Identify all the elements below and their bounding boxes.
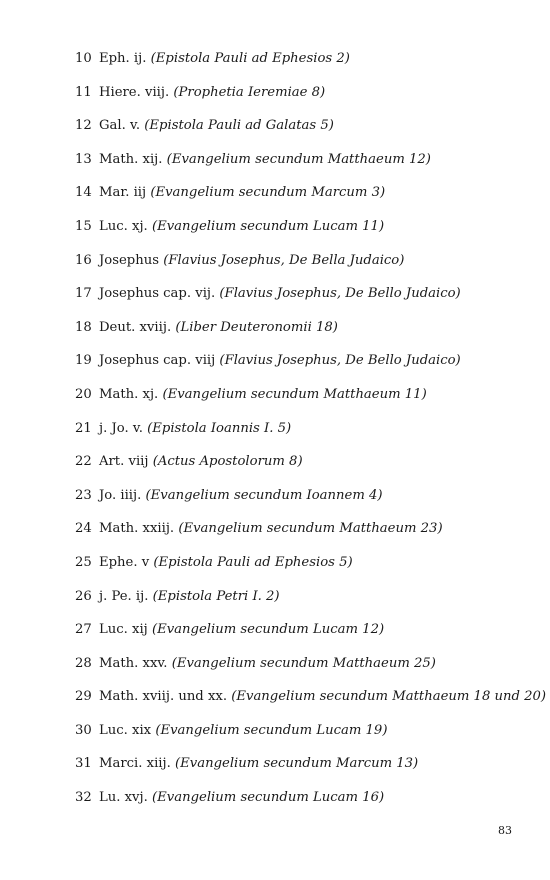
entry-number: 22	[75, 454, 92, 470]
entry-number: 13	[75, 151, 92, 167]
entry-number: 24	[75, 521, 92, 537]
footnote-entry	[75, 553, 535, 587]
footnote-entry	[75, 788, 535, 822]
entry-number: 18	[75, 319, 92, 335]
footnote-entry	[75, 587, 535, 621]
entry-reference: Marci. xiij.	[98, 756, 171, 772]
entry-gloss: (Evangelium secundum Matthaeum 25)	[171, 655, 436, 671]
entry-number: 21	[75, 420, 92, 436]
page-number: 83	[498, 824, 512, 837]
entry-gloss: (Epistola Pauli ad Ephesios 5)	[153, 554, 353, 570]
entry-gloss: (Evangelium secundum Ioannem 4)	[145, 487, 383, 503]
footnote-entry	[75, 183, 535, 217]
footnote-entry	[75, 217, 535, 251]
entry-gloss: (Evangelium secundum Lucam 11)	[151, 218, 385, 234]
entry-gloss: (Evangelium secundum Matthaeum 18 und 20)	[231, 689, 547, 705]
entry-reference: Ephe. v	[98, 554, 150, 570]
footnote-entry	[75, 150, 535, 184]
entry-reference: Luc. xix	[98, 722, 152, 738]
entry-gloss: (Epistola Pauli ad Ephesios 2)	[150, 51, 350, 66]
entry-gloss: (Evangelium secundum Marcum 3)	[150, 185, 386, 201]
entry-number: 16	[75, 252, 92, 268]
footnote-entry	[75, 419, 535, 453]
entry-reference: Jo. iiij.	[98, 487, 142, 503]
footnote-entry	[75, 721, 535, 755]
entry-number: 10	[75, 51, 92, 66]
footnote-entry	[75, 519, 535, 553]
entry-number: 26	[75, 588, 92, 604]
footnote-entry	[75, 251, 535, 285]
entry-number: 27	[75, 622, 92, 638]
entry-reference: Eph. ij.	[98, 51, 147, 66]
footnote-entry	[75, 318, 535, 352]
entry-gloss: (Evangelium secundum Lucam 16)	[152, 790, 385, 806]
entry-reference: Deut. xviij.	[98, 319, 172, 335]
entry-number: 28	[75, 655, 92, 671]
entry-number: 15	[75, 218, 92, 234]
entry-gloss: (Flavius Josephus, De Bello Judaico)	[219, 286, 461, 302]
entry-number: 25	[75, 554, 92, 570]
entry-reference: Lu. xvj.	[98, 790, 148, 806]
entry-gloss: (Actus Apostolorum 8)	[152, 454, 303, 470]
footnote-entry	[75, 452, 535, 486]
entry-number: 23	[75, 487, 92, 503]
entry-reference: Mar. iij	[98, 185, 147, 201]
entry-reference: Art. viij	[98, 454, 149, 470]
footnote-entry	[75, 654, 535, 688]
entry-number: 19	[75, 353, 92, 369]
entry-reference: j. Pe. ij.	[98, 588, 149, 604]
entry-gloss: (Epistola Pauli ad Galatas 5)	[144, 118, 334, 134]
entry-gloss: (Prophetia Ieremiae 8)	[173, 84, 326, 100]
entry-gloss: (Evangelium secundum Marcum 13)	[175, 756, 419, 772]
entry-reference: Josephus cap. vij.	[98, 286, 216, 302]
entry-number: 29	[75, 689, 92, 705]
entry-number: 17	[75, 286, 92, 302]
footnote-entry	[75, 116, 535, 150]
entry-gloss: (Epistola Petri I. 2)	[152, 588, 280, 604]
entry-number: 32	[75, 790, 92, 806]
entry-number: 11	[75, 84, 92, 100]
entry-gloss: (Liber Deuteronomii 18)	[175, 319, 338, 335]
entry-gloss: (Evangelium secundum Lucam 12)	[151, 622, 385, 638]
entry-reference: Josephus cap. viij	[98, 353, 216, 369]
footnote-entry	[75, 284, 535, 318]
entry-reference: Josephus	[98, 252, 159, 268]
entry-gloss: (Evangelium secundum Matthaeum 11)	[162, 386, 427, 402]
entry-number: 31	[75, 756, 92, 772]
entry-gloss: (Flavius Josephus, De Bella Judaico)	[163, 252, 405, 268]
footnote-entry	[75, 385, 535, 419]
entry-reference: Math. xij.	[98, 151, 163, 167]
entry-gloss: (Flavius Josephus, De Bello Judaico)	[219, 353, 461, 369]
entry-reference: Math. xviij. und xx.	[98, 689, 228, 705]
entry-number: 14	[75, 185, 92, 201]
footnote-list	[75, 49, 547, 822]
entry-reference: Hiere. viij.	[98, 84, 170, 100]
entry-reference: Math. xj.	[98, 386, 159, 402]
entry-reference: Gal. v.	[98, 118, 141, 134]
footnote-entry	[75, 83, 535, 117]
footnote-entry	[75, 486, 535, 520]
entry-number: 30	[75, 722, 92, 738]
footnote-entry	[75, 49, 535, 83]
footnote-entry	[75, 754, 535, 788]
entry-gloss: (Evangelium secundum Lucam 19)	[155, 722, 388, 738]
entry-reference: Luc. xj.	[98, 218, 148, 234]
entry-reference: Math. xxv.	[98, 655, 168, 671]
entry-number: 12	[75, 118, 92, 134]
footnote-entry	[75, 620, 535, 654]
entry-number: 20	[75, 386, 92, 402]
entry-reference: Luc. xij	[98, 622, 148, 638]
footnote-entry	[75, 687, 547, 721]
entry-gloss: (Evangelium secundum Matthaeum 12)	[166, 151, 431, 167]
entry-reference: j. Jo. v.	[98, 420, 143, 436]
entry-reference: Math. xxiij.	[98, 521, 175, 537]
entry-gloss: (Evangelium secundum Matthaeum 23)	[178, 521, 443, 537]
footnote-entry	[75, 351, 535, 385]
entry-gloss: (Epistola Ioannis I. 5)	[147, 420, 292, 436]
